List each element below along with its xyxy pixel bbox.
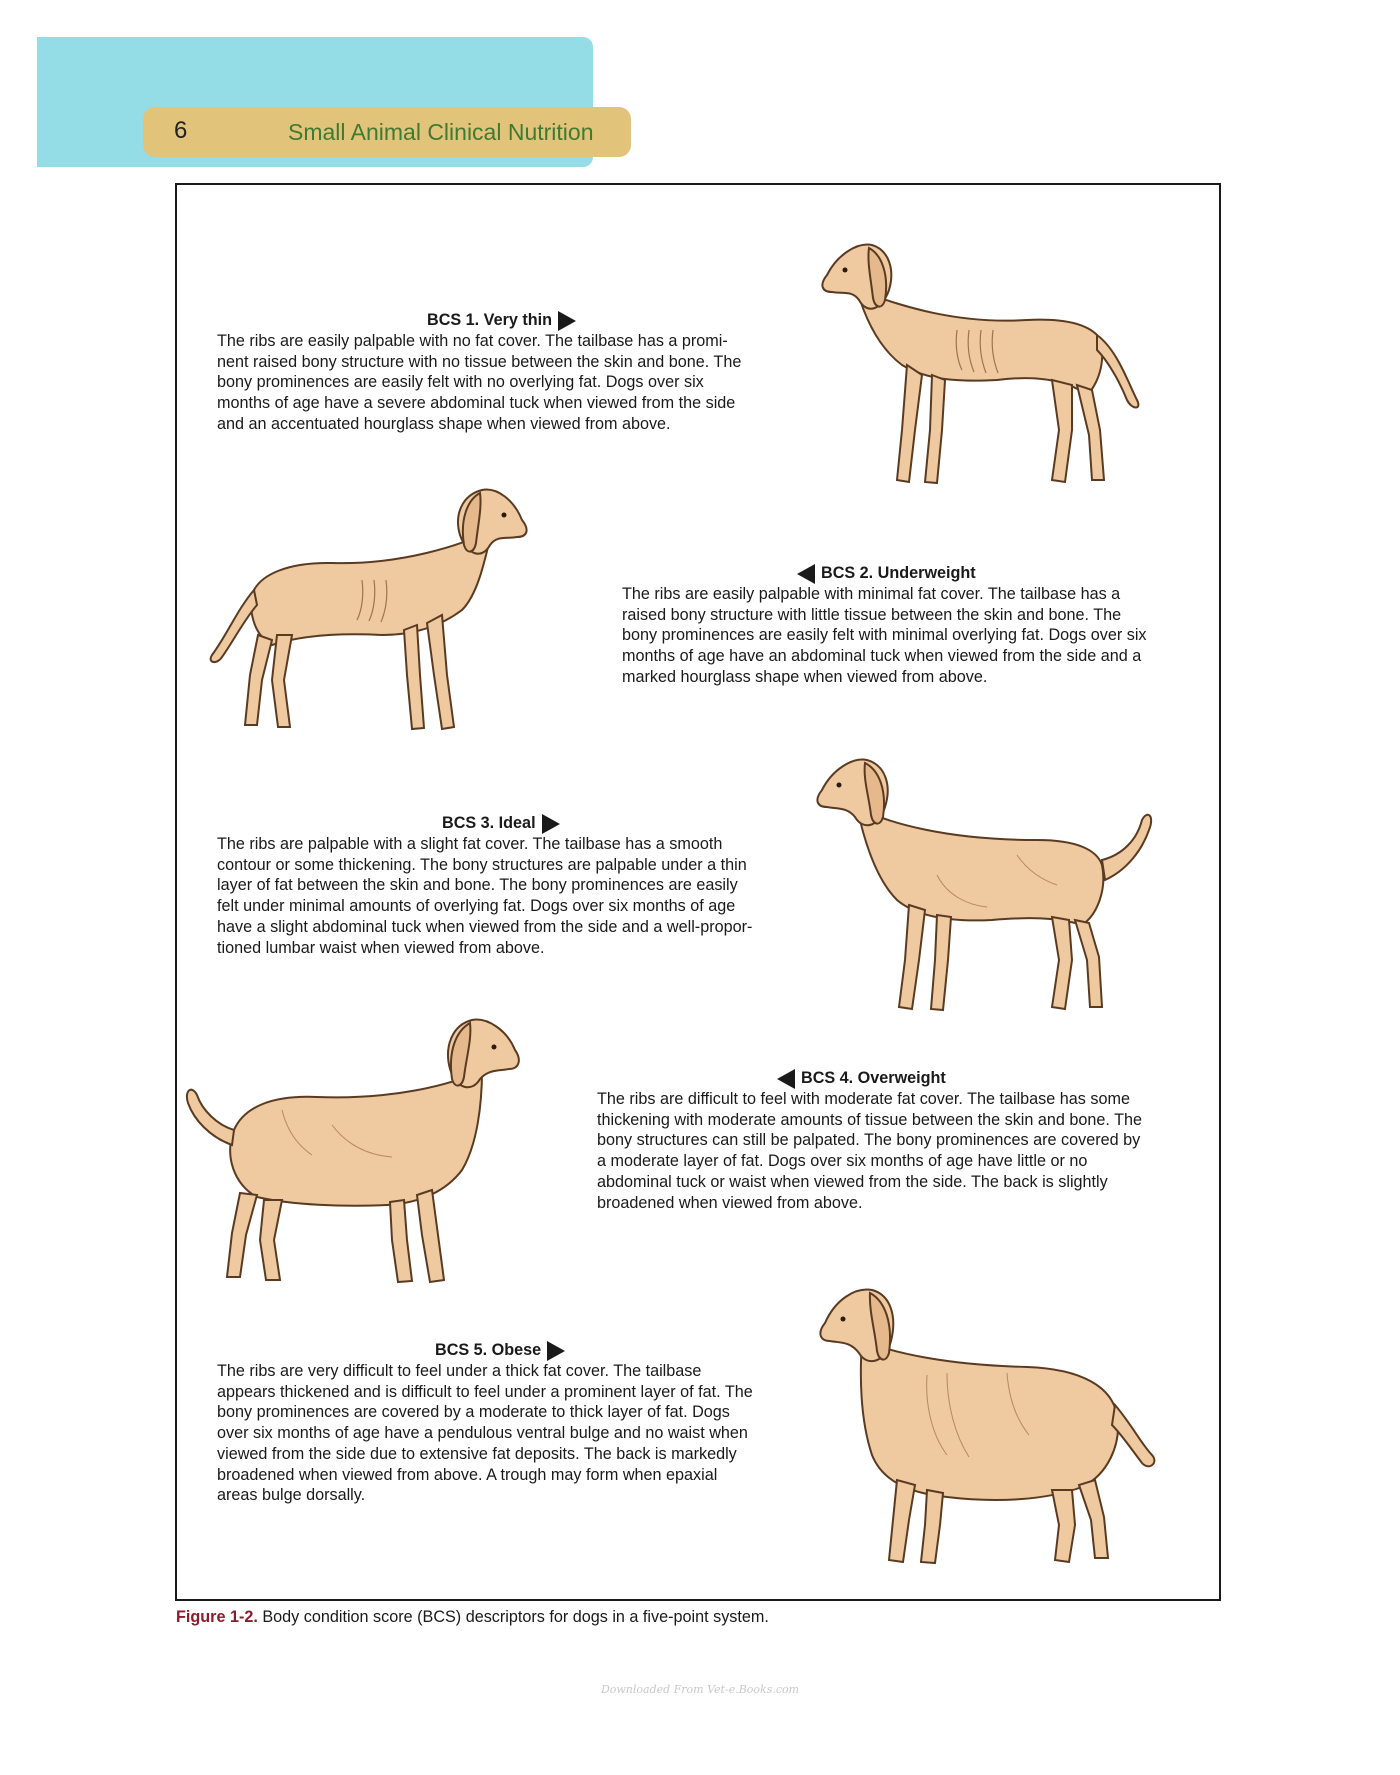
arrow-left-icon [797, 564, 815, 584]
bcs-4-block [597, 1068, 1187, 1213]
bcs-3-heading [217, 813, 787, 834]
arrow-right-icon [547, 1341, 565, 1361]
dog-bcs-3-illustration [797, 745, 1167, 1025]
bcs-5-heading [217, 1340, 787, 1361]
dog-bcs-2-illustration [192, 475, 552, 745]
arrow-right-icon [542, 814, 560, 834]
bcs-2-heading [622, 563, 1202, 584]
dog-bcs-5-illustration [797, 1275, 1177, 1575]
bcs-1-description: The ribs are easily palpable with no fat cover. The tailbase has a promi- nent raised bony structure with no tissue between the skin and bone. The bony prominences are easily felt with no overlying fat. Dogs over six months of age have a severe abdominal tuck when viewed from the side and an accentuated hourglass shape when viewed from above. [217, 332, 742, 433]
bcs-4-heading-text: BCS 4. Overweight [801, 1069, 946, 1087]
arrow-right-icon [558, 311, 576, 331]
figure-caption-text: Body condition score (BCS) descriptors for dogs in a five-point system. [257, 1608, 769, 1626]
bcs-5-description: The ribs are very difficult to feel under a thick fat cover. The tailbase appears thickened and is difficult to feel under a prominent layer of fat. The bony prominences are covered by a moderate to thick layer of fat. Dogs over six months of age have a pendulous ventral bulge and no waist when viewed from the side due to extensive fat deposits. The back is markedly broadened when viewed from above. A trough may form when epaxial areas bulge dorsally. [217, 1362, 753, 1505]
bcs-2-block [622, 563, 1202, 688]
bcs-2-heading-text: BCS 2. Underweight [821, 564, 976, 582]
figure-frame [175, 183, 1221, 1601]
bcs-3-description: The ribs are palpable with a slight fat cover. The tailbase has a smooth contour or some thickening. The bony structures are palpable under a thin layer of fat between the skin and bone. The bony prominences are easily felt under minimal amounts of overlying fat. Dogs over six months of age have a slight abdominal tuck when viewed from the side and a well-propor- tioned lumbar waist when viewed from above. [217, 835, 753, 957]
dog-bcs-1-illustration [797, 230, 1157, 500]
book-title: Small Animal Clinical Nutrition [288, 119, 594, 145]
bcs-4-heading [597, 1068, 1187, 1089]
page-number: 6 [174, 117, 188, 144]
bcs-1-heading-text: BCS 1. Very thin [427, 311, 553, 329]
bcs-5-block [217, 1340, 787, 1506]
dog-bcs-4-illustration [172, 1005, 552, 1295]
bcs-1-block [217, 310, 777, 435]
bcs-3-block [217, 813, 787, 958]
bcs-3-heading-text: BCS 3. Ideal [442, 814, 536, 832]
figure-caption [176, 1608, 769, 1627]
bcs-4-description: The ribs are difficult to feel with moderate fat cover. The tailbase has some thickening with moderate amounts of tissue between the skin and bone. The bony structures can still be palpated. The bony prominences are covered by a moderate layer of fat. Dogs over six months of age have little or no abdominal tuck or waist when viewed from the side. The back is slightly broadened when viewed from above. [597, 1090, 1143, 1212]
arrow-left-icon [777, 1069, 795, 1089]
bcs-2-description: The ribs are easily palpable with minimal fat cover. The tailbase has a raised bony structure with little tissue between the skin and bone. The bony prominences are easily felt with minimal overlying fat. Dogs over six months of age have an abdominal tuck when viewed from the side and a marked hourglass shape when viewed from above. [622, 585, 1147, 686]
bcs-5-heading-text: BCS 5. Obese [435, 1341, 542, 1359]
watermark: Downloaded From Vet-e.Books.com [600, 1683, 800, 1696]
figure-caption-label: Figure 1-2. [176, 1608, 258, 1626]
bcs-1-heading [217, 310, 777, 331]
